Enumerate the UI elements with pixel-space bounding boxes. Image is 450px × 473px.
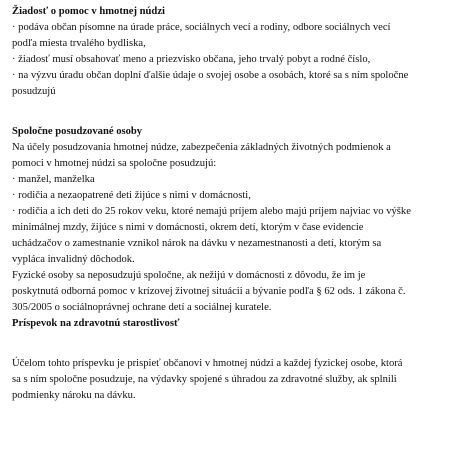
text-line: · na výzvu úradu občan doplní ďalšie údaje o svojej osobe a osobách, ktoré sa s ním spoločne	[12, 70, 409, 81]
text-line: 305/2005 o sociálnoprávnej ochrane detí a sociálnej kuratele.	[12, 302, 272, 313]
text-line: minimálnej mzdy, žijúce s nimi v domácnosti, okrem detí, ktorým v čase evidencie	[12, 222, 364, 233]
spacer	[12, 332, 440, 348]
text-line: posudzujú	[12, 86, 56, 97]
text-line: podľa miesta trvalého bydliska,	[12, 38, 146, 49]
spacer	[12, 100, 440, 116]
text-line: · manžel, manželka	[12, 174, 95, 185]
section-application	[12, 4, 440, 100]
text-line: Na účely posudzovania hmotnej núdze, zabezpečenia základných životných podmienok a	[12, 142, 391, 153]
text-line: vypláca invalidný dôchodok.	[12, 254, 135, 265]
text-line: · žiadosť musí obsahovať meno a priezvisko občana, jeho trvalý pobyt a rodné číslo,	[12, 54, 371, 65]
text-line: pomoci v hmotnej núdzi sa spoločne posudzujú:	[12, 158, 217, 169]
text-line: · podáva občan písomne na úrade práce, sociálnych vecí a rodiny, odbore sociálnych vecí	[12, 22, 391, 33]
section-heading: Spoločne posudzované osoby	[12, 126, 143, 137]
spacer	[12, 348, 440, 356]
text-line: Fyzické osoby sa neposudzujú spoločne, ak nežijú v domácnosti z dôvodu, že im je	[12, 270, 366, 281]
text-line: podmienky nároku na dávku.	[12, 390, 136, 401]
section-jointly-assessed	[12, 124, 440, 316]
section-health-care-allowance	[12, 316, 440, 404]
text-line: poskytnutá odborná pomoc v krízovej životnej situácii a bývanie podľa § 62 ods. 1 zákona č.	[12, 286, 406, 297]
spacer	[12, 116, 440, 124]
section-heading: Žiadosť o pomoc v hmotnej núdzi	[12, 6, 165, 17]
text-line: · rodičia a nezaopatrené deti žijúce s nimi v domácnosti,	[12, 190, 251, 201]
text-line: · rodičia a ich deti do 25 rokov veku, ktoré nemajú príjem alebo majú príjem najviac vo výške	[12, 206, 411, 217]
section-heading: Príspevok na zdravotnú starostlivosť	[12, 318, 180, 329]
text-line: Účelom tohto príspevku je prispieť občanovi v hmotnej núdzi a každej fyzickej osobe, ktorá	[12, 358, 403, 369]
text-line: sa s ním spoločne posudzuje, na výdavky spojené s úhradou za zdravotné služby, ak splnili	[12, 374, 397, 385]
text-line: uchádzačov o zamestnanie vznikol nárok na dávku v nezamestnanosti a detí, ktorým sa	[12, 238, 382, 249]
